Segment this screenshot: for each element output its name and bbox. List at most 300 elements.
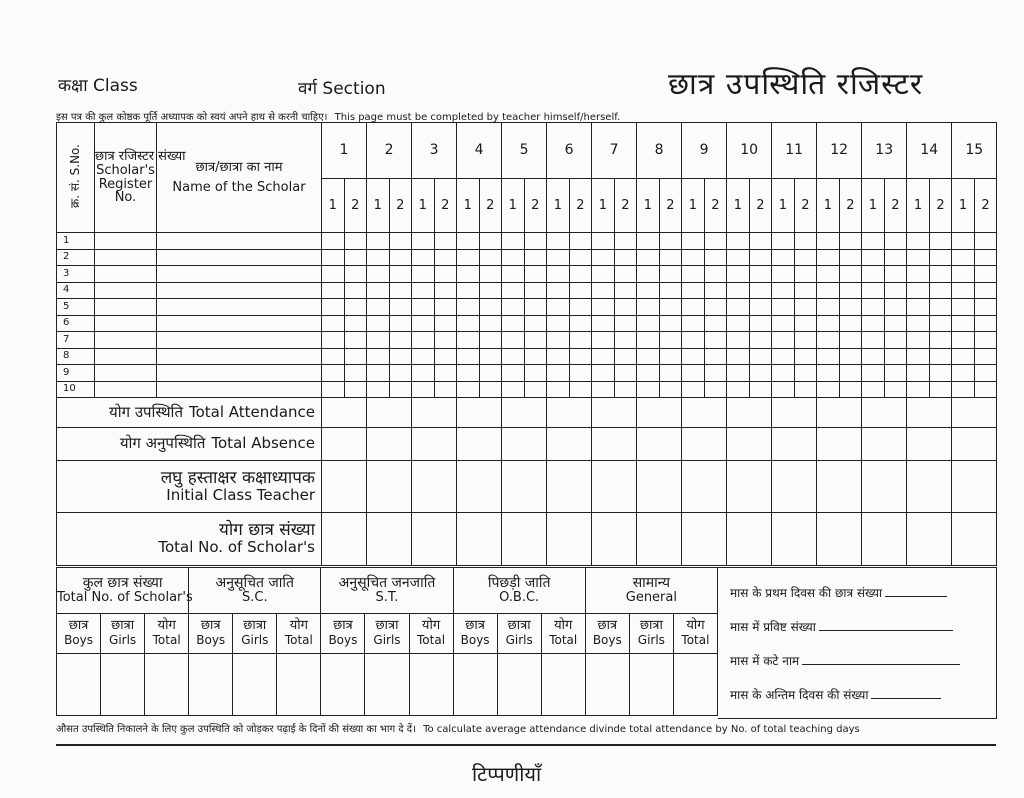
attendance-cell[interactable] xyxy=(434,381,457,398)
attendance-cell[interactable] xyxy=(412,282,435,299)
attendance-cell[interactable] xyxy=(884,381,907,398)
attendance-cell[interactable] xyxy=(974,348,997,365)
attendance-cell[interactable] xyxy=(817,332,840,349)
attendance-cell[interactable] xyxy=(974,299,997,316)
attendance-cell[interactable] xyxy=(884,365,907,382)
attendance-cell[interactable] xyxy=(929,233,952,250)
attendance-cell[interactable] xyxy=(794,282,817,299)
attendance-cell[interactable] xyxy=(929,266,952,283)
attendance-cell[interactable] xyxy=(344,299,367,316)
attendance-cell[interactable] xyxy=(547,332,570,349)
scholar-name-cell[interactable] xyxy=(157,266,322,283)
attendance-cell[interactable] xyxy=(569,233,592,250)
daily-total-cell[interactable] xyxy=(682,398,727,428)
attendance-cell[interactable] xyxy=(569,266,592,283)
attendance-cell[interactable] xyxy=(592,266,615,283)
daily-total-cell[interactable] xyxy=(457,461,502,513)
attendance-cell[interactable] xyxy=(839,266,862,283)
daily-total-cell[interactable] xyxy=(637,398,682,428)
daily-total-cell[interactable] xyxy=(817,461,862,513)
attendance-cell[interactable] xyxy=(929,381,952,398)
attendance-cell[interactable] xyxy=(839,282,862,299)
attendance-cell[interactable] xyxy=(434,315,457,332)
attendance-cell[interactable] xyxy=(974,332,997,349)
attendance-cell[interactable] xyxy=(322,266,345,283)
attendance-cell[interactable] xyxy=(367,381,390,398)
monthly-count-blank[interactable] xyxy=(871,688,941,699)
attendance-cell[interactable] xyxy=(862,299,885,316)
daily-total-cell[interactable] xyxy=(547,461,592,513)
attendance-cell[interactable] xyxy=(884,332,907,349)
attendance-cell[interactable] xyxy=(592,249,615,266)
attendance-cell[interactable] xyxy=(322,249,345,266)
attendance-cell[interactable] xyxy=(322,332,345,349)
attendance-cell[interactable] xyxy=(547,348,570,365)
attendance-cell[interactable] xyxy=(952,249,975,266)
attendance-cell[interactable] xyxy=(704,233,727,250)
attendance-cell[interactable] xyxy=(907,332,930,349)
attendance-cell[interactable] xyxy=(659,365,682,382)
attendance-cell[interactable] xyxy=(569,249,592,266)
attendance-cell[interactable] xyxy=(614,315,637,332)
attendance-cell[interactable] xyxy=(344,348,367,365)
attendance-cell[interactable] xyxy=(434,332,457,349)
daily-total-cell[interactable] xyxy=(637,461,682,513)
attendance-cell[interactable] xyxy=(479,233,502,250)
attendance-cell[interactable] xyxy=(547,315,570,332)
attendance-cell[interactable] xyxy=(817,348,840,365)
attendance-cell[interactable] xyxy=(614,365,637,382)
attendance-cell[interactable] xyxy=(772,315,795,332)
daily-total-cell[interactable] xyxy=(862,398,907,428)
daily-total-cell[interactable] xyxy=(952,428,997,461)
attendance-cell[interactable] xyxy=(547,282,570,299)
attendance-cell[interactable] xyxy=(412,249,435,266)
attendance-cell[interactable] xyxy=(727,249,750,266)
attendance-cell[interactable] xyxy=(322,348,345,365)
attendance-cell[interactable] xyxy=(412,233,435,250)
scholar-name-cell[interactable] xyxy=(157,233,322,250)
attendance-cell[interactable] xyxy=(682,315,705,332)
attendance-cell[interactable] xyxy=(479,315,502,332)
daily-total-cell[interactable] xyxy=(547,513,592,566)
attendance-cell[interactable] xyxy=(839,348,862,365)
attendance-cell[interactable] xyxy=(502,381,525,398)
scholar-name-cell[interactable] xyxy=(157,315,322,332)
category-count-cell[interactable] xyxy=(277,654,321,716)
attendance-cell[interactable] xyxy=(637,249,660,266)
attendance-cell[interactable] xyxy=(682,233,705,250)
monthly-count-blank[interactable] xyxy=(819,620,953,631)
category-count-cell[interactable] xyxy=(629,654,673,716)
attendance-cell[interactable] xyxy=(592,299,615,316)
attendance-cell[interactable] xyxy=(637,299,660,316)
daily-total-cell[interactable] xyxy=(367,428,412,461)
attendance-cell[interactable] xyxy=(524,266,547,283)
attendance-cell[interactable] xyxy=(502,365,525,382)
daily-total-cell[interactable] xyxy=(547,428,592,461)
daily-total-cell[interactable] xyxy=(772,398,817,428)
daily-total-cell[interactable] xyxy=(502,513,547,566)
daily-total-cell[interactable] xyxy=(592,398,637,428)
attendance-cell[interactable] xyxy=(727,282,750,299)
attendance-cell[interactable] xyxy=(974,266,997,283)
monthly-count-blank[interactable] xyxy=(885,586,947,597)
register-no-cell[interactable] xyxy=(95,381,157,398)
register-no-cell[interactable] xyxy=(95,249,157,266)
daily-total-cell[interactable] xyxy=(907,461,952,513)
attendance-cell[interactable] xyxy=(367,249,390,266)
attendance-cell[interactable] xyxy=(344,365,367,382)
daily-total-cell[interactable] xyxy=(592,461,637,513)
attendance-cell[interactable] xyxy=(569,282,592,299)
attendance-cell[interactable] xyxy=(659,332,682,349)
attendance-cell[interactable] xyxy=(974,315,997,332)
daily-total-cell[interactable] xyxy=(367,513,412,566)
attendance-cell[interactable] xyxy=(412,266,435,283)
attendance-cell[interactable] xyxy=(884,315,907,332)
attendance-cell[interactable] xyxy=(547,249,570,266)
attendance-cell[interactable] xyxy=(659,266,682,283)
daily-total-cell[interactable] xyxy=(322,398,367,428)
daily-total-cell[interactable] xyxy=(502,398,547,428)
attendance-cell[interactable] xyxy=(569,365,592,382)
attendance-cell[interactable] xyxy=(704,332,727,349)
attendance-cell[interactable] xyxy=(727,365,750,382)
daily-total-cell[interactable] xyxy=(907,513,952,566)
attendance-cell[interactable] xyxy=(659,315,682,332)
attendance-cell[interactable] xyxy=(367,315,390,332)
attendance-cell[interactable] xyxy=(772,282,795,299)
attendance-cell[interactable] xyxy=(479,365,502,382)
attendance-cell[interactable] xyxy=(502,332,525,349)
daily-total-cell[interactable] xyxy=(727,398,772,428)
attendance-cell[interactable] xyxy=(344,282,367,299)
register-no-cell[interactable] xyxy=(95,365,157,382)
attendance-cell[interactable] xyxy=(367,299,390,316)
attendance-cell[interactable] xyxy=(637,365,660,382)
attendance-cell[interactable] xyxy=(884,299,907,316)
attendance-cell[interactable] xyxy=(704,249,727,266)
daily-total-cell[interactable] xyxy=(952,398,997,428)
attendance-cell[interactable] xyxy=(322,299,345,316)
daily-total-cell[interactable] xyxy=(862,513,907,566)
attendance-cell[interactable] xyxy=(457,315,480,332)
attendance-cell[interactable] xyxy=(907,282,930,299)
attendance-cell[interactable] xyxy=(659,233,682,250)
attendance-cell[interactable] xyxy=(367,233,390,250)
attendance-cell[interactable] xyxy=(434,282,457,299)
daily-total-cell[interactable] xyxy=(502,461,547,513)
attendance-cell[interactable] xyxy=(952,365,975,382)
scholar-name-cell[interactable] xyxy=(157,282,322,299)
attendance-cell[interactable] xyxy=(479,266,502,283)
attendance-cell[interactable] xyxy=(817,233,840,250)
attendance-cell[interactable] xyxy=(884,233,907,250)
attendance-cell[interactable] xyxy=(457,381,480,398)
attendance-cell[interactable] xyxy=(502,348,525,365)
attendance-cell[interactable] xyxy=(862,381,885,398)
attendance-cell[interactable] xyxy=(727,332,750,349)
attendance-cell[interactable] xyxy=(614,266,637,283)
category-count-cell[interactable] xyxy=(409,654,453,716)
attendance-cell[interactable] xyxy=(929,282,952,299)
attendance-cell[interactable] xyxy=(389,266,412,283)
attendance-cell[interactable] xyxy=(682,266,705,283)
attendance-cell[interactable] xyxy=(952,332,975,349)
attendance-cell[interactable] xyxy=(637,282,660,299)
attendance-cell[interactable] xyxy=(457,348,480,365)
attendance-cell[interactable] xyxy=(434,266,457,283)
attendance-cell[interactable] xyxy=(412,315,435,332)
attendance-cell[interactable] xyxy=(592,365,615,382)
attendance-cell[interactable] xyxy=(524,249,547,266)
attendance-cell[interactable] xyxy=(952,315,975,332)
attendance-cell[interactable] xyxy=(479,249,502,266)
scholar-name-cell[interactable] xyxy=(157,381,322,398)
monthly-count-blank[interactable] xyxy=(802,654,960,665)
attendance-cell[interactable] xyxy=(839,332,862,349)
attendance-cell[interactable] xyxy=(929,332,952,349)
attendance-cell[interactable] xyxy=(794,381,817,398)
attendance-cell[interactable] xyxy=(974,365,997,382)
attendance-cell[interactable] xyxy=(839,299,862,316)
attendance-cell[interactable] xyxy=(772,266,795,283)
attendance-cell[interactable] xyxy=(367,282,390,299)
attendance-cell[interactable] xyxy=(434,249,457,266)
attendance-cell[interactable] xyxy=(907,348,930,365)
attendance-cell[interactable] xyxy=(344,266,367,283)
daily-total-cell[interactable] xyxy=(862,461,907,513)
attendance-cell[interactable] xyxy=(412,299,435,316)
attendance-cell[interactable] xyxy=(479,348,502,365)
attendance-cell[interactable] xyxy=(457,233,480,250)
daily-total-cell[interactable] xyxy=(772,428,817,461)
attendance-cell[interactable] xyxy=(457,249,480,266)
scholar-name-cell[interactable] xyxy=(157,299,322,316)
attendance-cell[interactable] xyxy=(884,348,907,365)
attendance-cell[interactable] xyxy=(907,266,930,283)
attendance-cell[interactable] xyxy=(637,348,660,365)
attendance-cell[interactable] xyxy=(614,233,637,250)
attendance-cell[interactable] xyxy=(794,249,817,266)
attendance-cell[interactable] xyxy=(929,315,952,332)
attendance-cell[interactable] xyxy=(839,249,862,266)
attendance-cell[interactable] xyxy=(389,299,412,316)
attendance-cell[interactable] xyxy=(794,233,817,250)
daily-total-cell[interactable] xyxy=(772,513,817,566)
category-count-cell[interactable] xyxy=(453,654,497,716)
daily-total-cell[interactable] xyxy=(412,398,457,428)
attendance-cell[interactable] xyxy=(659,381,682,398)
attendance-cell[interactable] xyxy=(547,266,570,283)
attendance-cell[interactable] xyxy=(727,381,750,398)
attendance-cell[interactable] xyxy=(569,332,592,349)
attendance-cell[interactable] xyxy=(524,332,547,349)
attendance-cell[interactable] xyxy=(817,381,840,398)
attendance-cell[interactable] xyxy=(412,348,435,365)
attendance-cell[interactable] xyxy=(772,332,795,349)
attendance-cell[interactable] xyxy=(749,315,772,332)
attendance-cell[interactable] xyxy=(817,282,840,299)
category-count-cell[interactable] xyxy=(145,654,189,716)
attendance-cell[interactable] xyxy=(389,315,412,332)
attendance-cell[interactable] xyxy=(682,332,705,349)
daily-total-cell[interactable] xyxy=(817,513,862,566)
attendance-cell[interactable] xyxy=(344,315,367,332)
daily-total-cell[interactable] xyxy=(547,398,592,428)
attendance-cell[interactable] xyxy=(839,365,862,382)
daily-total-cell[interactable] xyxy=(322,513,367,566)
attendance-cell[interactable] xyxy=(389,365,412,382)
attendance-cell[interactable] xyxy=(727,348,750,365)
daily-total-cell[interactable] xyxy=(907,428,952,461)
attendance-cell[interactable] xyxy=(862,282,885,299)
attendance-cell[interactable] xyxy=(592,381,615,398)
attendance-cell[interactable] xyxy=(457,266,480,283)
attendance-cell[interactable] xyxy=(704,315,727,332)
daily-total-cell[interactable] xyxy=(907,398,952,428)
category-count-cell[interactable] xyxy=(585,654,629,716)
attendance-cell[interactable] xyxy=(772,381,795,398)
attendance-cell[interactable] xyxy=(322,315,345,332)
attendance-cell[interactable] xyxy=(344,233,367,250)
attendance-cell[interactable] xyxy=(547,299,570,316)
attendance-cell[interactable] xyxy=(749,299,772,316)
attendance-cell[interactable] xyxy=(704,365,727,382)
attendance-cell[interactable] xyxy=(547,233,570,250)
category-count-cell[interactable] xyxy=(541,654,585,716)
attendance-cell[interactable] xyxy=(592,233,615,250)
attendance-cell[interactable] xyxy=(637,381,660,398)
daily-total-cell[interactable] xyxy=(817,428,862,461)
attendance-cell[interactable] xyxy=(839,381,862,398)
register-no-cell[interactable] xyxy=(95,266,157,283)
attendance-cell[interactable] xyxy=(344,332,367,349)
daily-total-cell[interactable] xyxy=(637,513,682,566)
attendance-cell[interactable] xyxy=(772,299,795,316)
attendance-cell[interactable] xyxy=(794,299,817,316)
scholar-name-cell[interactable] xyxy=(157,332,322,349)
daily-total-cell[interactable] xyxy=(322,461,367,513)
attendance-cell[interactable] xyxy=(749,365,772,382)
attendance-cell[interactable] xyxy=(929,249,952,266)
attendance-cell[interactable] xyxy=(502,249,525,266)
category-count-cell[interactable] xyxy=(57,654,101,716)
attendance-cell[interactable] xyxy=(862,348,885,365)
register-no-cell[interactable] xyxy=(95,282,157,299)
attendance-cell[interactable] xyxy=(862,365,885,382)
attendance-cell[interactable] xyxy=(412,381,435,398)
daily-total-cell[interactable] xyxy=(862,428,907,461)
attendance-cell[interactable] xyxy=(682,348,705,365)
attendance-cell[interactable] xyxy=(637,315,660,332)
attendance-cell[interactable] xyxy=(884,282,907,299)
daily-total-cell[interactable] xyxy=(952,461,997,513)
register-no-cell[interactable] xyxy=(95,233,157,250)
attendance-cell[interactable] xyxy=(952,299,975,316)
daily-total-cell[interactable] xyxy=(727,428,772,461)
attendance-cell[interactable] xyxy=(659,249,682,266)
daily-total-cell[interactable] xyxy=(592,513,637,566)
attendance-cell[interactable] xyxy=(479,299,502,316)
attendance-cell[interactable] xyxy=(344,249,367,266)
attendance-cell[interactable] xyxy=(794,348,817,365)
daily-total-cell[interactable] xyxy=(412,428,457,461)
attendance-cell[interactable] xyxy=(457,332,480,349)
attendance-cell[interactable] xyxy=(907,315,930,332)
attendance-cell[interactable] xyxy=(929,365,952,382)
daily-total-cell[interactable] xyxy=(592,428,637,461)
attendance-cell[interactable] xyxy=(704,266,727,283)
daily-total-cell[interactable] xyxy=(457,428,502,461)
attendance-cell[interactable] xyxy=(704,381,727,398)
daily-total-cell[interactable] xyxy=(682,513,727,566)
attendance-cell[interactable] xyxy=(862,233,885,250)
attendance-cell[interactable] xyxy=(682,381,705,398)
attendance-cell[interactable] xyxy=(614,332,637,349)
daily-total-cell[interactable] xyxy=(367,398,412,428)
attendance-cell[interactable] xyxy=(569,348,592,365)
attendance-cell[interactable] xyxy=(479,332,502,349)
daily-total-cell[interactable] xyxy=(682,461,727,513)
daily-total-cell[interactable] xyxy=(457,513,502,566)
daily-total-cell[interactable] xyxy=(727,461,772,513)
attendance-cell[interactable] xyxy=(592,315,615,332)
attendance-cell[interactable] xyxy=(772,249,795,266)
attendance-cell[interactable] xyxy=(389,332,412,349)
attendance-cell[interactable] xyxy=(884,266,907,283)
daily-total-cell[interactable] xyxy=(322,428,367,461)
scholar-name-cell[interactable] xyxy=(157,365,322,382)
attendance-cell[interactable] xyxy=(682,365,705,382)
attendance-cell[interactable] xyxy=(479,381,502,398)
attendance-cell[interactable] xyxy=(637,266,660,283)
category-count-cell[interactable] xyxy=(101,654,145,716)
attendance-cell[interactable] xyxy=(704,348,727,365)
attendance-cell[interactable] xyxy=(389,348,412,365)
attendance-cell[interactable] xyxy=(412,365,435,382)
daily-total-cell[interactable] xyxy=(502,428,547,461)
attendance-cell[interactable] xyxy=(614,299,637,316)
attendance-cell[interactable] xyxy=(884,249,907,266)
attendance-cell[interactable] xyxy=(547,381,570,398)
attendance-cell[interactable] xyxy=(457,299,480,316)
attendance-cell[interactable] xyxy=(772,233,795,250)
attendance-cell[interactable] xyxy=(479,282,502,299)
attendance-cell[interactable] xyxy=(344,381,367,398)
attendance-cell[interactable] xyxy=(862,332,885,349)
attendance-cell[interactable] xyxy=(952,233,975,250)
attendance-cell[interactable] xyxy=(907,381,930,398)
daily-total-cell[interactable] xyxy=(457,398,502,428)
attendance-cell[interactable] xyxy=(749,282,772,299)
attendance-cell[interactable] xyxy=(524,365,547,382)
attendance-cell[interactable] xyxy=(772,365,795,382)
attendance-cell[interactable] xyxy=(389,282,412,299)
attendance-cell[interactable] xyxy=(862,249,885,266)
attendance-cell[interactable] xyxy=(749,249,772,266)
register-no-cell[interactable] xyxy=(95,299,157,316)
attendance-cell[interactable] xyxy=(749,266,772,283)
attendance-cell[interactable] xyxy=(907,249,930,266)
attendance-cell[interactable] xyxy=(367,332,390,349)
attendance-cell[interactable] xyxy=(749,348,772,365)
daily-total-cell[interactable] xyxy=(412,513,457,566)
attendance-cell[interactable] xyxy=(502,315,525,332)
attendance-cell[interactable] xyxy=(704,282,727,299)
category-count-cell[interactable] xyxy=(321,654,365,716)
